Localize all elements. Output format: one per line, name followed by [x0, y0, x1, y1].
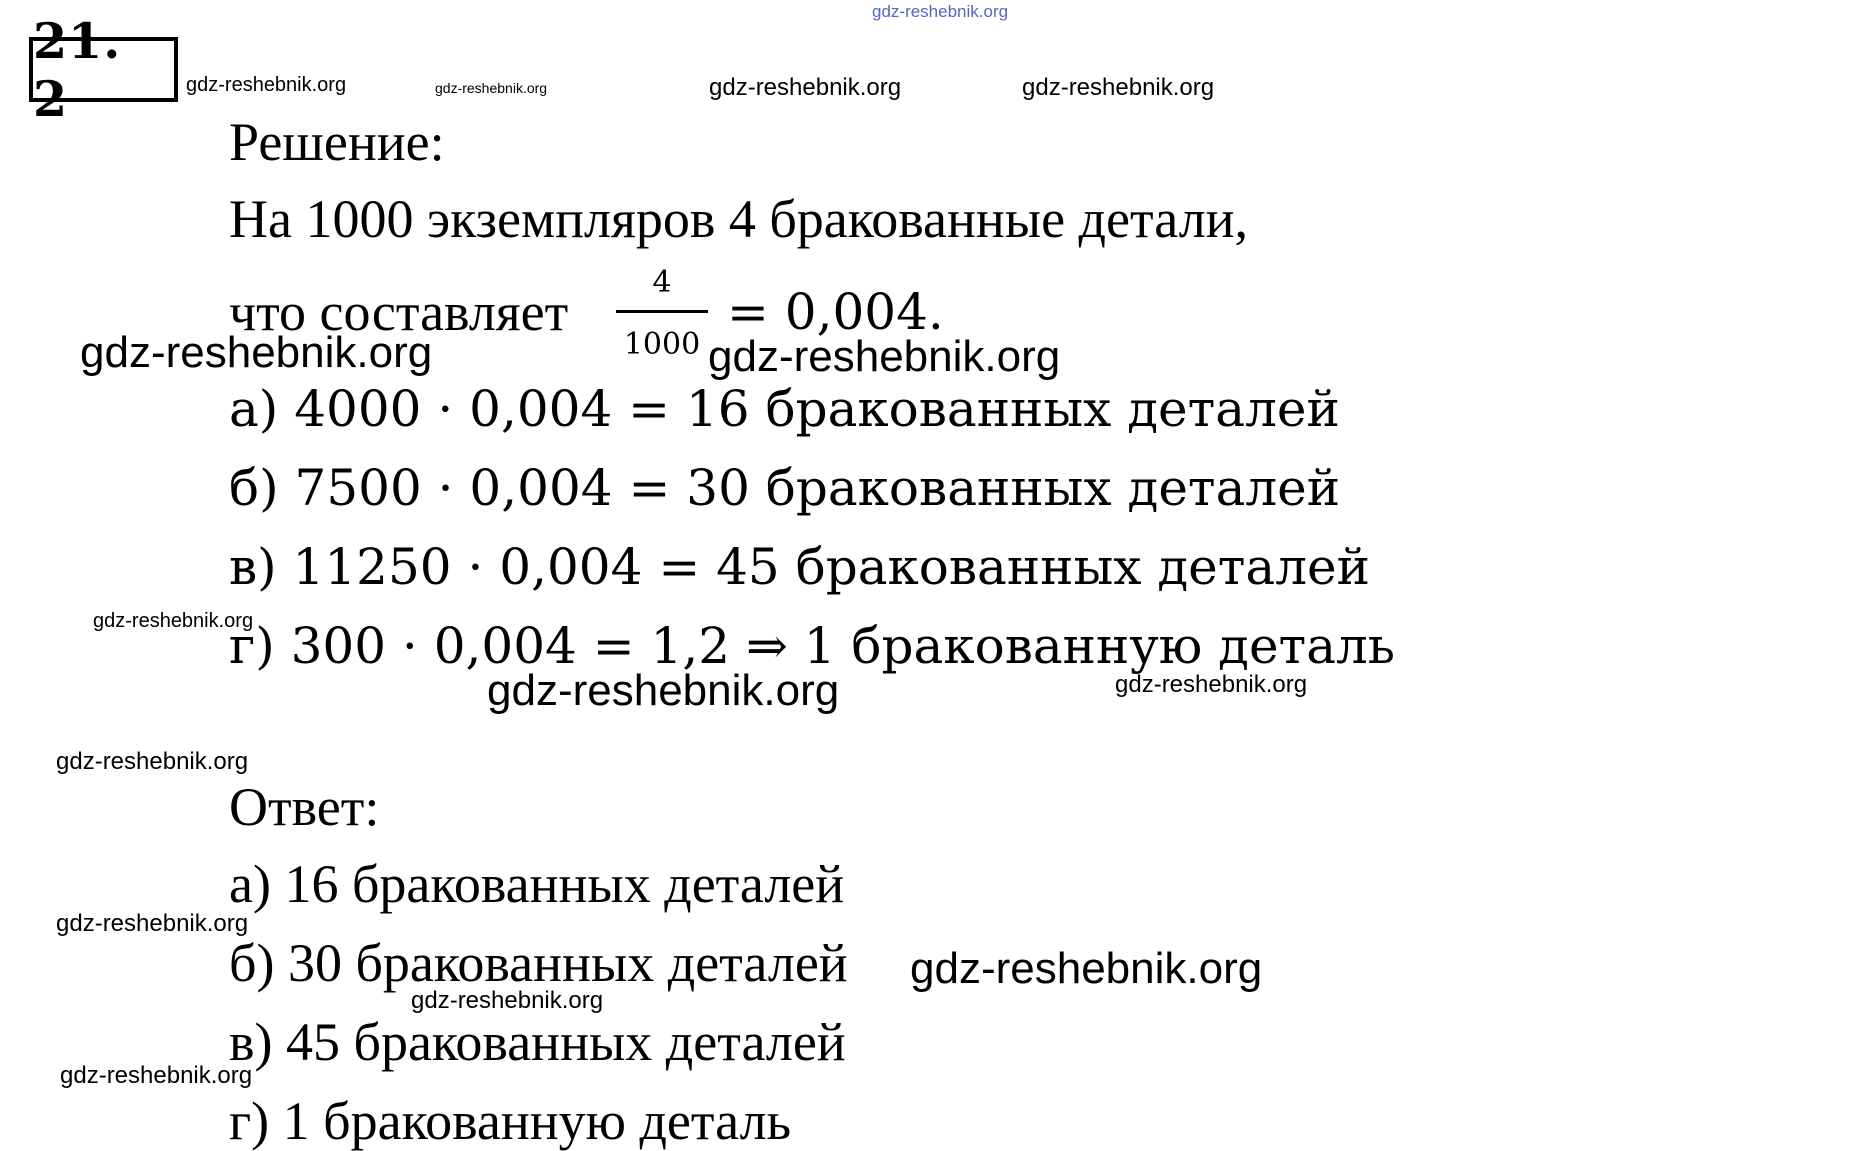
watermark: gdz-reshebnik.org — [1022, 74, 1215, 101]
answer-item-a: а) 16 бракованных деталей — [229, 854, 845, 914]
solution-line-2-suffix: = 0,004. — [727, 283, 944, 341]
watermark: gdz-reshebnik.org — [80, 328, 433, 377]
watermark: gdz-reshebnik.org — [411, 987, 604, 1014]
answer-item-c: в) 45 бракованных деталей — [229, 1012, 846, 1072]
watermark: gdz-reshebnik.org — [186, 74, 347, 96]
watermark: gdz-reshebnik.org — [60, 1062, 253, 1089]
answer-item-b: б) 30 бракованных деталей — [229, 933, 848, 993]
solution-line-1: На 1000 экземпляров 4 бракованные детали, — [229, 189, 1249, 249]
watermark: gdz-reshebnik.org — [708, 332, 1061, 381]
fraction — [612, 265, 712, 362]
watermark: gdz-reshebnik.org — [93, 610, 254, 632]
watermark: gdz-reshebnik.org — [709, 74, 902, 101]
solution-item-d: г) 300 · 0,004 = 1,2 ⇒ 1 бракованную деталь — [229, 617, 1395, 675]
solution-item-a: а) 4000 · 0,004 = 16 бракованных деталей — [229, 380, 1340, 438]
watermark: gdz-reshebnik.org — [435, 80, 548, 96]
watermark: gdz-reshebnik.org — [1115, 671, 1308, 698]
answer-item-d: г) 1 бракованную деталь — [229, 1091, 792, 1151]
watermark: gdz-reshebnik.org — [56, 748, 249, 775]
fraction-bar — [616, 310, 708, 313]
solution-item-b: б) 7500 · 0,004 = 30 бракованных деталей — [229, 459, 1341, 517]
watermark: gdz-reshebnik.org — [487, 666, 840, 715]
task-number-badge: 21. 2 — [29, 37, 178, 102]
solution-line-2-prefix: что составляет — [229, 282, 569, 342]
solution-heading: Решение: — [229, 112, 445, 172]
answer-heading: Ответ: — [229, 777, 380, 837]
fraction-numerator: 4 — [652, 265, 672, 300]
watermark: gdz-reshebnik.org — [910, 944, 1263, 993]
fraction-denominator: 1000 — [623, 327, 701, 362]
watermark: gdz-reshebnik.org — [872, 2, 1009, 21]
watermark: gdz-reshebnik.org — [56, 910, 249, 937]
solution-item-c: в) 11250 · 0,004 = 45 бракованных деталей — [229, 538, 1370, 596]
